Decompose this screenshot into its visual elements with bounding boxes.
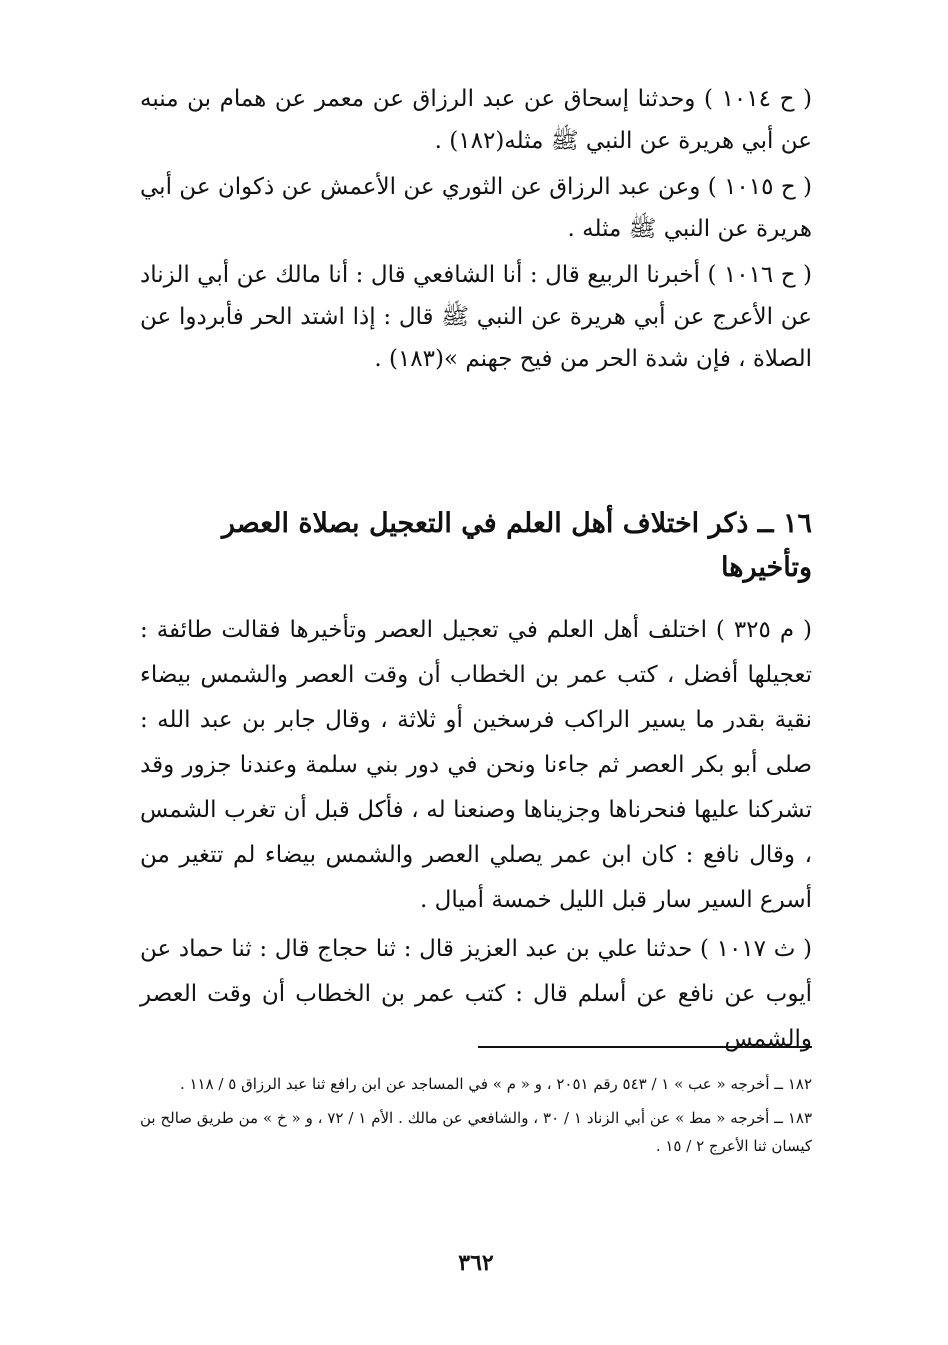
chapter-heading: ١٦ ــ ذكر اختلاف أهل العلم في التعجيل بصلاة العصر وتأخيرها xyxy=(221,508,812,583)
footnote-divider xyxy=(478,1046,812,1048)
footnotes xyxy=(140,1070,812,1166)
hadith-paragraph: ( ح ١٠١٦ ) أخبرنا الربيع قال : أنا الشافعي قال : أنا مالك عن أبي الزناد عن الأعرج عن أبي هريرة عن النبي ﷺ قال : إذا اشتد الحر فأبردوا عن الصلاة ، فإن شدة الحر من فيح جهنم »(١٨٣) . xyxy=(140,262,812,372)
hadith-paragraph: ( ح ١٠١٤ ) وحدثنا إسحاق عن عبد الرزاق عن معمر عن همام بن منبه عن أبي هريرة عن النبي ﷺ مثله(١٨٢) . xyxy=(140,86,812,154)
footnote: ١٨٢ ــ أخرجه « عب » ١ / ٥٤٣ رقم ٢٠٥١ ، و « م » في المساجد عن ابن رافع ثنا عبد الرزاق ٥ / ١١٨ . xyxy=(179,1075,812,1093)
body-paragraph: ( م ٣٢٥ ) اختلف أهل العلم في تعجيل العصر وتأخيرها فقالت طائفة : تعجيلها أفضل ، كتب عمر بن الخطاب أن وقت العصر والشمس بيضاء نقية بقدر ما يسير الراكب فرسخين أو ثلاثة ، وقال جابر بن عبد الله : صلى أبو بكر العصر ثم جاءنا ونحن في دور بني سلمة وعندنا جزور وقد تشركنا عليها فنحرناها وجزيناها وصنعنا له ، فأكل قبل أن تغرب الشمس ، وقال نافع : كان ابن عمر يصلي العصر والشمس بيضاء لم تتغير من أسرع السير سار قبل الليل خمسة أميال . xyxy=(140,617,812,913)
footnote: ١٨٣ ــ أخرجه « مط » عن أبي الزناد ١ / ٣٠ ، والشافعي عن مالك . الأم ١ / ٧٢ ، و « خ » من طريق صالح بن كيسان ثنا الأعرج ٢ / ١٥ . xyxy=(140,1109,812,1155)
chapter-body xyxy=(140,608,812,1062)
hadith-section xyxy=(140,78,812,380)
hadith-paragraph: ( ح ١٠١٥ ) وعن عبد الرزاق عن الثوري عن الأعمش عن ذكوان عن أبي هريرة عن النبي ﷺ مثله . xyxy=(140,174,812,242)
book-page xyxy=(140,78,812,1298)
page-number: ٣٦٢ xyxy=(458,1250,494,1276)
body-paragraph: ( ث ١٠١٧ ) حدثنا علي بن عبد العزيز قال : ثنا حجاج قال : ثنا حماد عن أيوب عن نافع عن أسلم قال : كتب عمر بن الخطاب أن وقت العصر والشمس xyxy=(140,936,813,1052)
